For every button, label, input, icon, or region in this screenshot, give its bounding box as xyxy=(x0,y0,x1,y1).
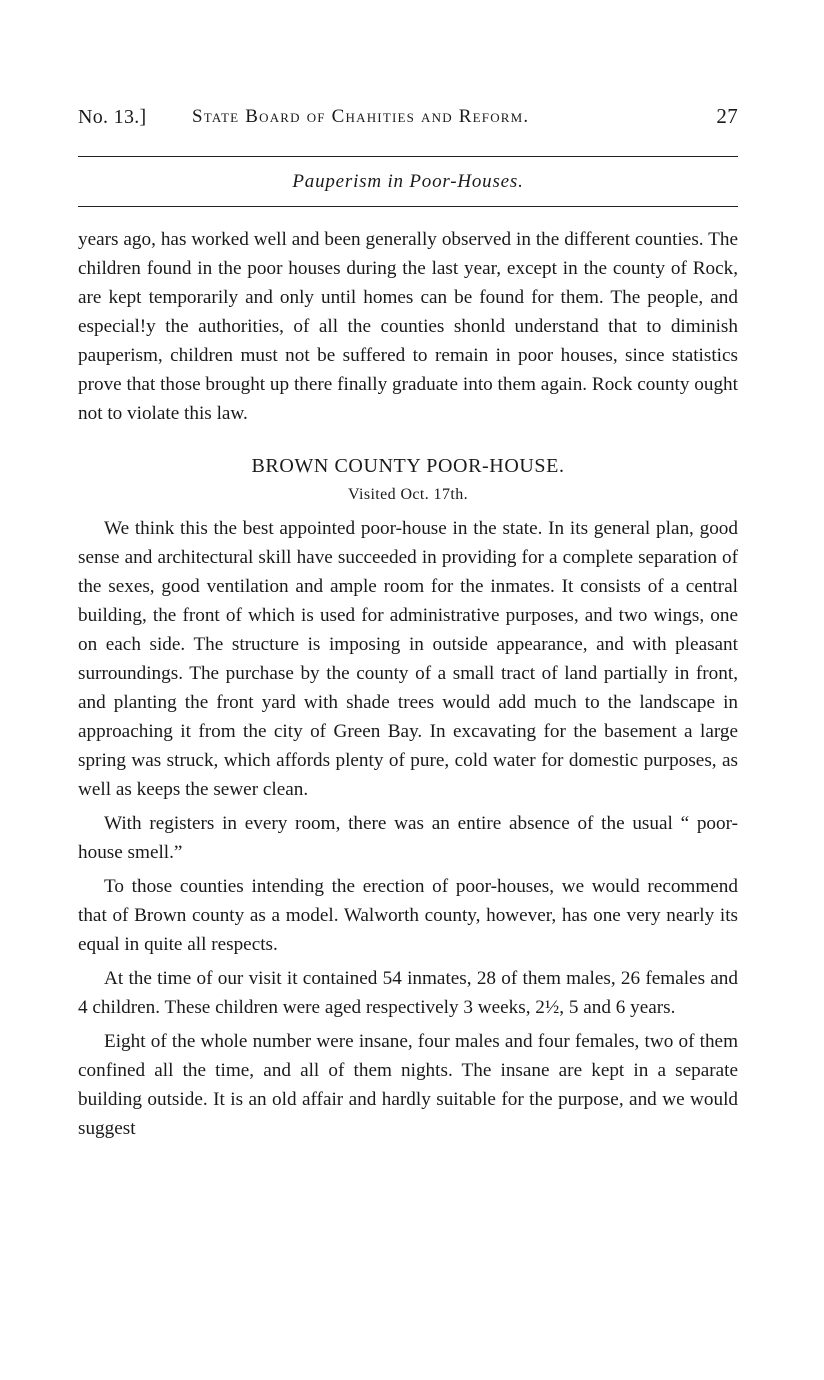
running-head-title: State Board of Chahities and Reform. xyxy=(192,106,530,127)
running-head xyxy=(78,96,738,136)
body-paragraph: We think this the best appointed poor-house in the state. In its general plan, good sense and architectural skill have succeeded in providing for a complete separation of the sexes, good ventilation and ample room for the inmates. It consists of a central building, the front of which is used for administrative purposes, and two wings, one on each side. The structure is imposing in outside appearance, and with pleasant surroundings. The purchase by the county of a small tract of land partially in front, and planting the front yard with shade trees would add much to the landscape in approaching it from the city of Green Bay. In excavating for the basement a large spring was struck, which affords plenty of pure, cold water for domestic purposes, as well as keeps the sewer clean. xyxy=(78,518,738,800)
body-paragraph: Eight of the whole number were insane, four males and four females, two of them confined all the time, and all of them nights. The insane are kept in a separate building outside. It is an old affair and hardly suitable for the purpose, and we would suggest xyxy=(78,1031,738,1139)
page xyxy=(78,96,738,1143)
visit-date: Visited Oct. 17th. xyxy=(347,486,468,503)
body-paragraph: At the time of our visit it contained 54 inmates, 28 of them males, 26 females and 4 children. These children were aged respectively 3 weeks, 2½, 5 and 6 years. xyxy=(78,968,738,1018)
body-paragraph: With registers in every room, there was an entire absence of the usual “ poor-house smell.” xyxy=(78,813,738,863)
document-number: No. 13.] xyxy=(78,106,147,128)
page-number: 27 xyxy=(716,104,738,128)
section-title: Pauperism in Poor-Houses. xyxy=(292,171,524,192)
intro-paragraph: years ago, has worked well and been generally observed in the different counties. The children found in the poor houses during the last year, except in the county of Rock, are kept temporarily and only until homes can be found for them. The people, and especial!y the authorities, of all the counties shonld understand that to diminish pauperism, children must not be suffered to remain in poor houses, since statistics prove that those brought up there finally graduate into them again. Rock county ought not to violate this law. xyxy=(78,229,738,424)
body-paragraph: To those counties intending the erection of poor-houses, we would recommend that of Brown county as a model. Walworth county, however, has one very nearly its equal in quite all respects. xyxy=(78,876,738,955)
section-heading: BROWN COUNTY POOR-HOUSE. xyxy=(251,455,565,477)
bottom-rule xyxy=(78,206,738,207)
